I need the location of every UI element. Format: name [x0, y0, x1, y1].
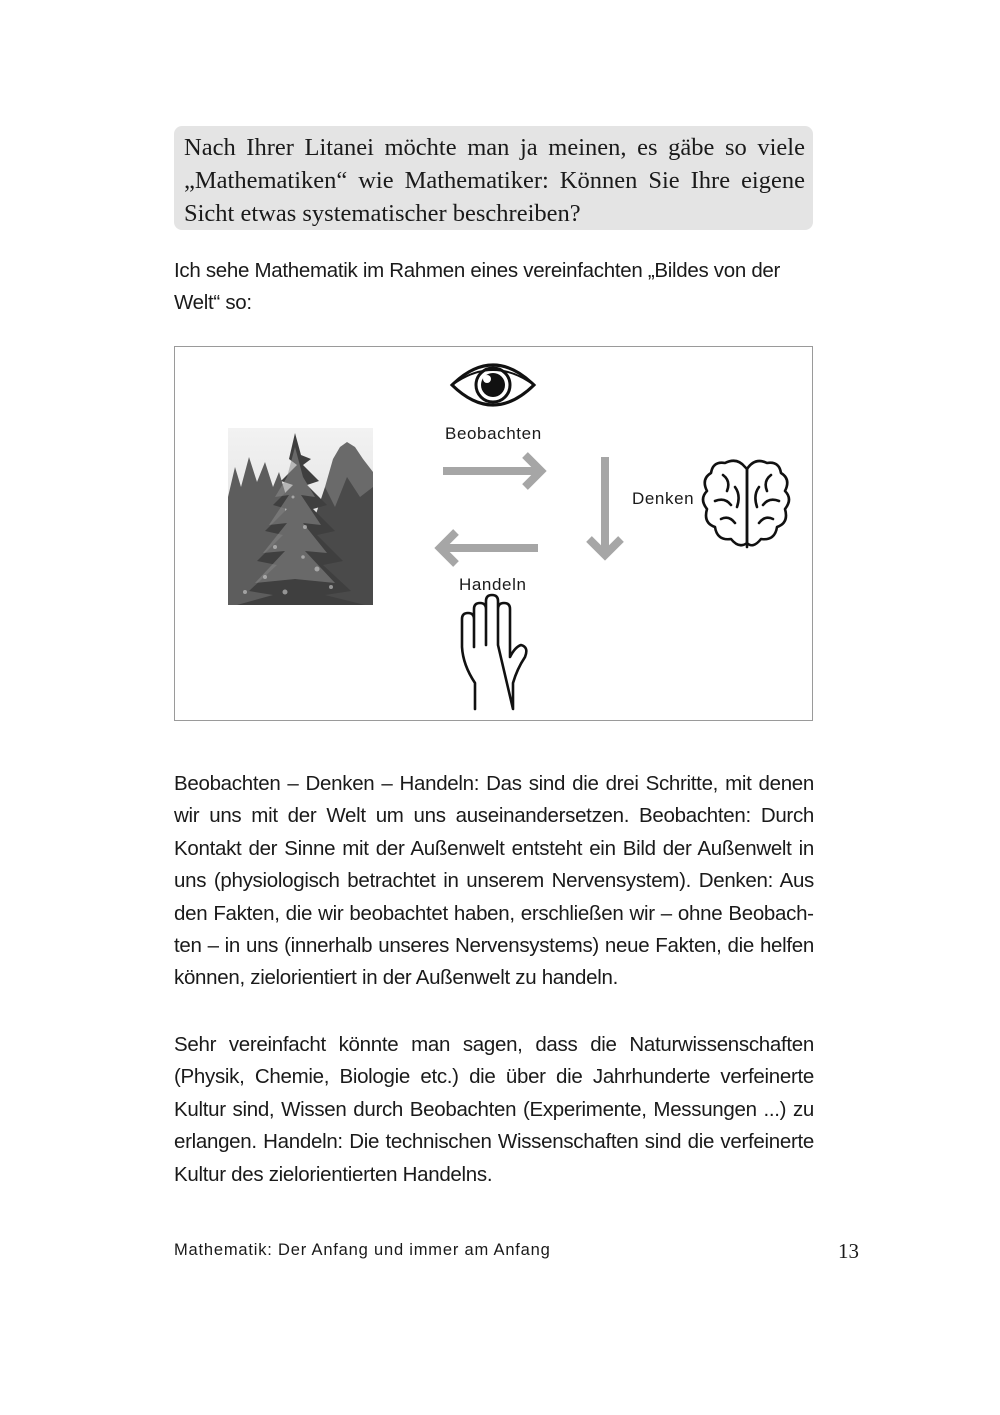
label-observe: Beobachten [445, 424, 542, 443]
intro-text: Ich sehe Mathematik im Rahmen eines vereinfachten „Bildes von der Welt“ so: [174, 259, 781, 314]
footer-title: Mathematik: Der Anfang und immer am Anfang [174, 1241, 551, 1259]
diagram-graphics [175, 347, 814, 722]
paragraph-2: Sehr vereinfacht könnte man sagen, dass die Naturwissenschaften (Physik, Chemie, Biologie etc.) die über die Jahrhunderte verfeinerte Kultur sind, Wissen durch Beobachten (Experimente, Messungen ...) zu erlangen. Handeln: Die technischen Wissenschaften sind die verfeinerte Kultur des zielorientierten Handelns. [174, 1033, 814, 1186]
arrow-right-icon [443, 455, 541, 487]
brain-icon [703, 461, 789, 547]
paragraph-1: Beobachten – Denken – Handeln: Das sind die drei Schritte, mit denen wir uns mit der Welt um uns auseinandersetzen. Beobachten: Durch Kontakt der Sinne mit der Außenwelt entsteht ein Bild der Außenwelt in uns (physiologisch betrachtet in unserem Nervensystem). Denken: Aus den Fakten, die wir beobachtet haben, erschließen wir – ohne Beobachten – in uns (innerhalb unseres Nervensystems) neue Fakten, die helfen können, zielorientiert in der Außenwelt zu handeln. [174, 772, 814, 990]
arrow-left-icon [440, 532, 538, 564]
hand-icon [462, 595, 526, 709]
label-think: Denken [632, 489, 695, 508]
tree-photo [228, 428, 373, 605]
question-box [174, 126, 813, 230]
eye-icon [452, 365, 534, 405]
question-text: Nach Ihrer Litanei möchte man ja meinen, es gäbe so viele „Mathematiken“ wie Mathematiker: Können Sie Ihre eigene Sicht etwas systematischer beschreiben? [184, 134, 805, 227]
worldview-diagram [174, 346, 813, 721]
page-number: 13 [838, 1239, 859, 1263]
arrow-down-icon [589, 457, 621, 555]
label-act: Handeln [459, 575, 527, 594]
